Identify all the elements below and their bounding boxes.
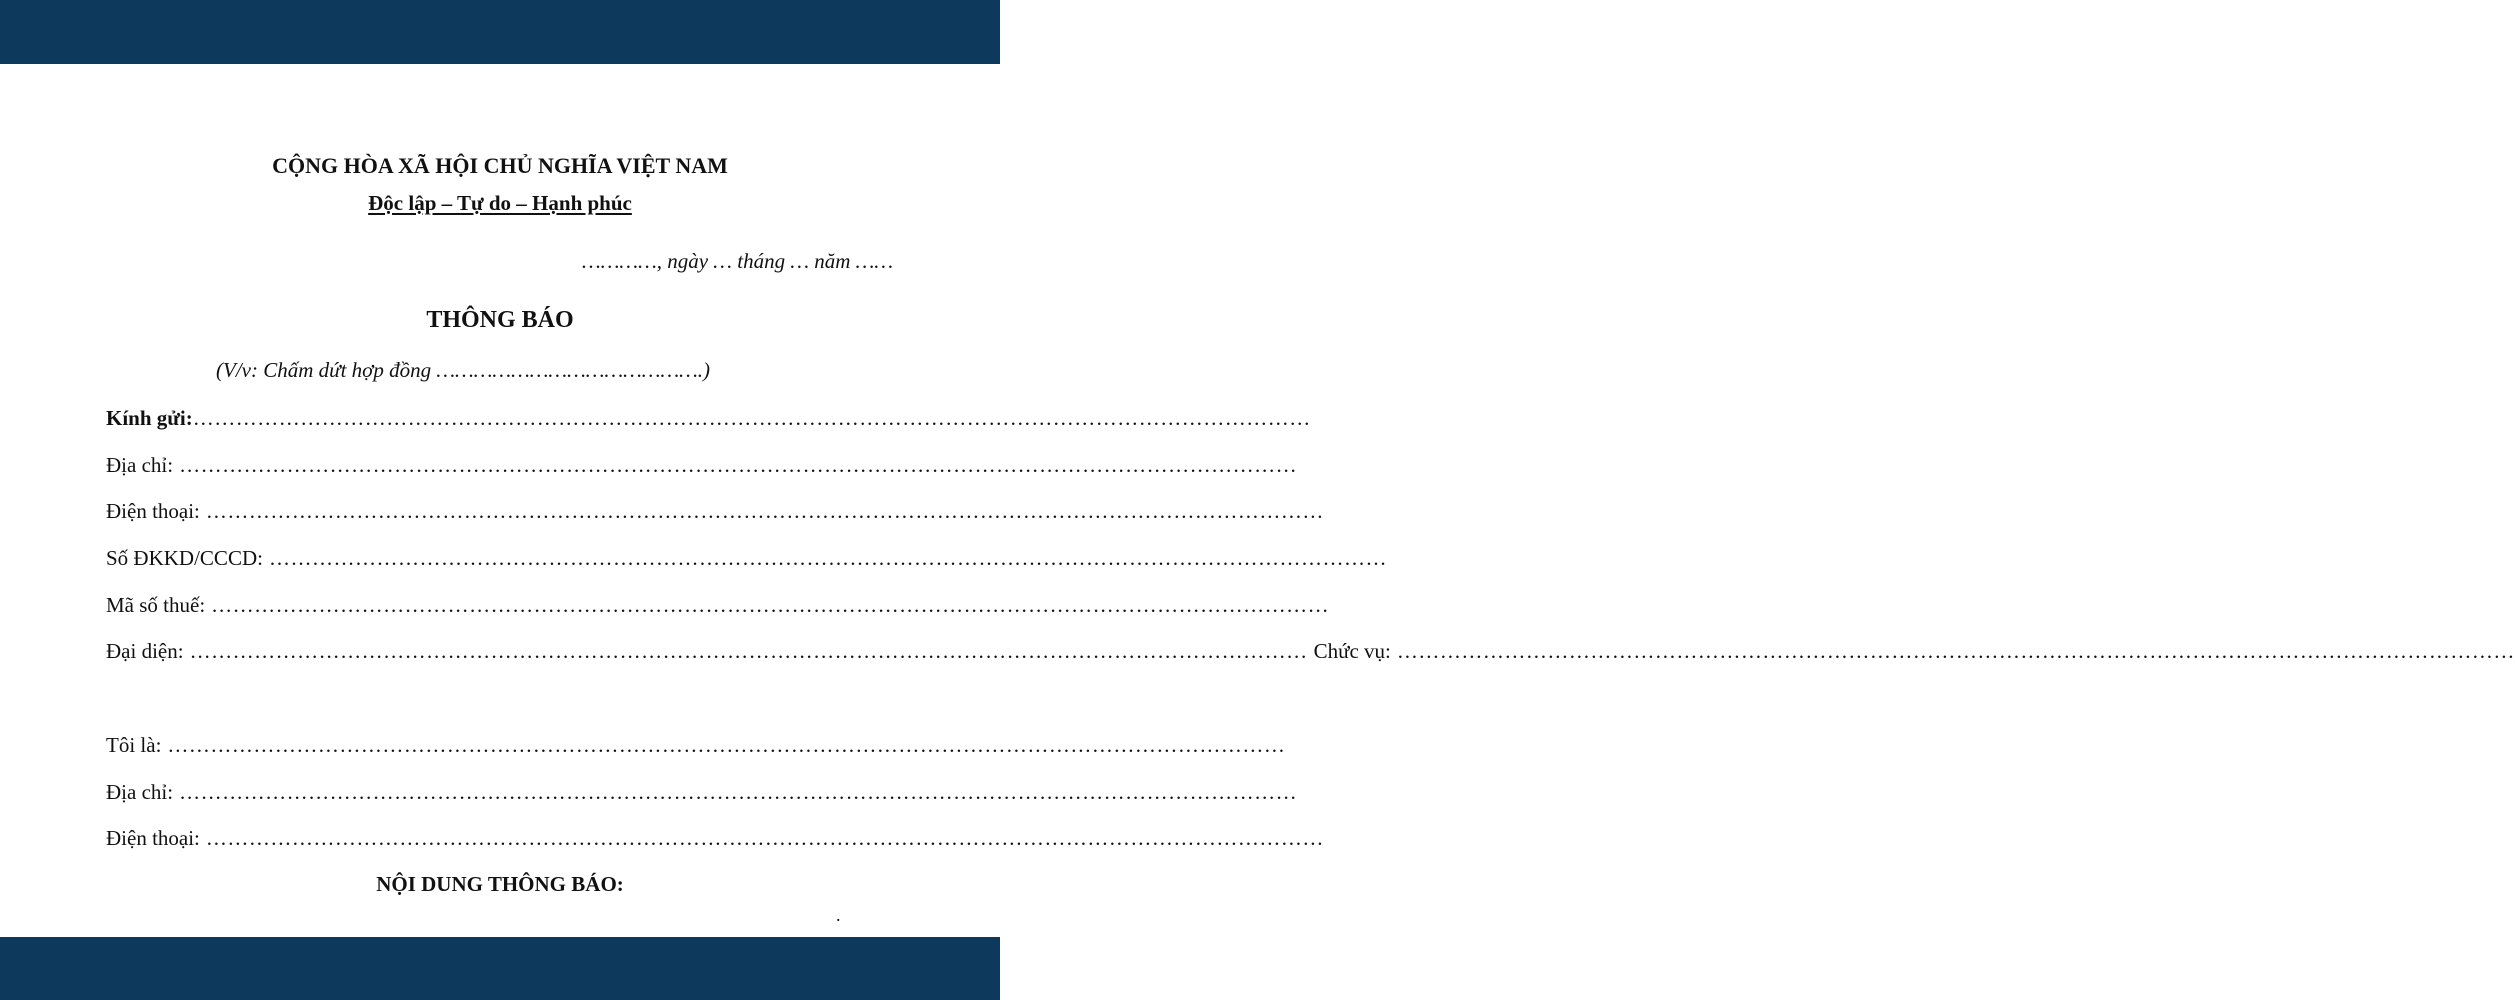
recipient-phone-label: Điện thoại: — [106, 499, 200, 523]
field-recipient-address — [106, 452, 1298, 478]
sender-phone-blank: ………………………………………………………………………………………………………………………………………… — [205, 826, 1324, 850]
position-blank: ………………………………………………………………………………………………………………………………………… — [1396, 639, 2515, 663]
field-sender-name — [106, 732, 1286, 758]
recipient-address-label: Địa chỉ: — [106, 453, 174, 477]
sender-name-label: Tôi là: — [106, 733, 162, 757]
subject-line: (V/v: Chấm dứt hợp đồng …………………………………….) — [216, 358, 711, 382]
content-section-title: NỘI DUNG THÔNG BÁO: — [376, 872, 624, 896]
recipient-phone-blank: ………………………………………………………………………………………………………………………………………… — [205, 499, 1324, 523]
kinh-gui-label: Kính gửi: — [106, 406, 193, 430]
national-motto — [0, 190, 1000, 216]
bottom-banner — [0, 937, 1000, 1000]
motto-text: Độc lập – Tự do – Hạnh phúc — [368, 191, 632, 215]
representative-blank: ………………………………………………………………………………………………………………………………………… — [189, 639, 1308, 663]
field-business-id — [106, 545, 1387, 571]
sender-address-blank: ………………………………………………………………………………………………………………………………………… — [179, 780, 1298, 804]
document-title: THÔNG BÁO — [426, 307, 574, 333]
sender-address-label: Địa chỉ: — [106, 780, 174, 804]
kinh-gui-blank: ………………………………………………………………………………………………………………………………………… — [192, 406, 1311, 430]
position-label: Chức vụ: — [1313, 639, 1391, 663]
field-sender-address — [106, 779, 1298, 805]
sender-phone-label: Điện thoại: — [106, 826, 200, 850]
representative-label: Đại diện: — [106, 639, 184, 663]
tax-code-label: Mã số thuế: — [106, 593, 206, 617]
business-id-blank: ………………………………………………………………………………………………………………………………………… — [268, 546, 1387, 570]
tax-code-blank: ………………………………………………………………………………………………………………………………………… — [211, 593, 1330, 617]
stray-mark: . — [836, 905, 841, 925]
field-tax-code — [106, 592, 1330, 618]
date-line: …………, ngày … tháng … năm …… — [582, 249, 893, 273]
national-title: CỘNG HÒA XÃ HỘI CHỦ NGHĨA VIỆT NAM — [272, 153, 728, 178]
sender-name-blank: ………………………………………………………………………………………………………………………………………… — [167, 733, 1286, 757]
field-kinh-gui — [106, 405, 1311, 431]
recipient-address-blank: ………………………………………………………………………………………………………………………………………… — [179, 453, 1298, 477]
business-id-label: Số ĐKKD/CCCD: — [106, 546, 263, 570]
top-banner — [0, 0, 1000, 64]
field-recipient-phone — [106, 498, 1324, 524]
field-sender-phone — [106, 825, 1324, 851]
field-representative — [106, 638, 2515, 664]
